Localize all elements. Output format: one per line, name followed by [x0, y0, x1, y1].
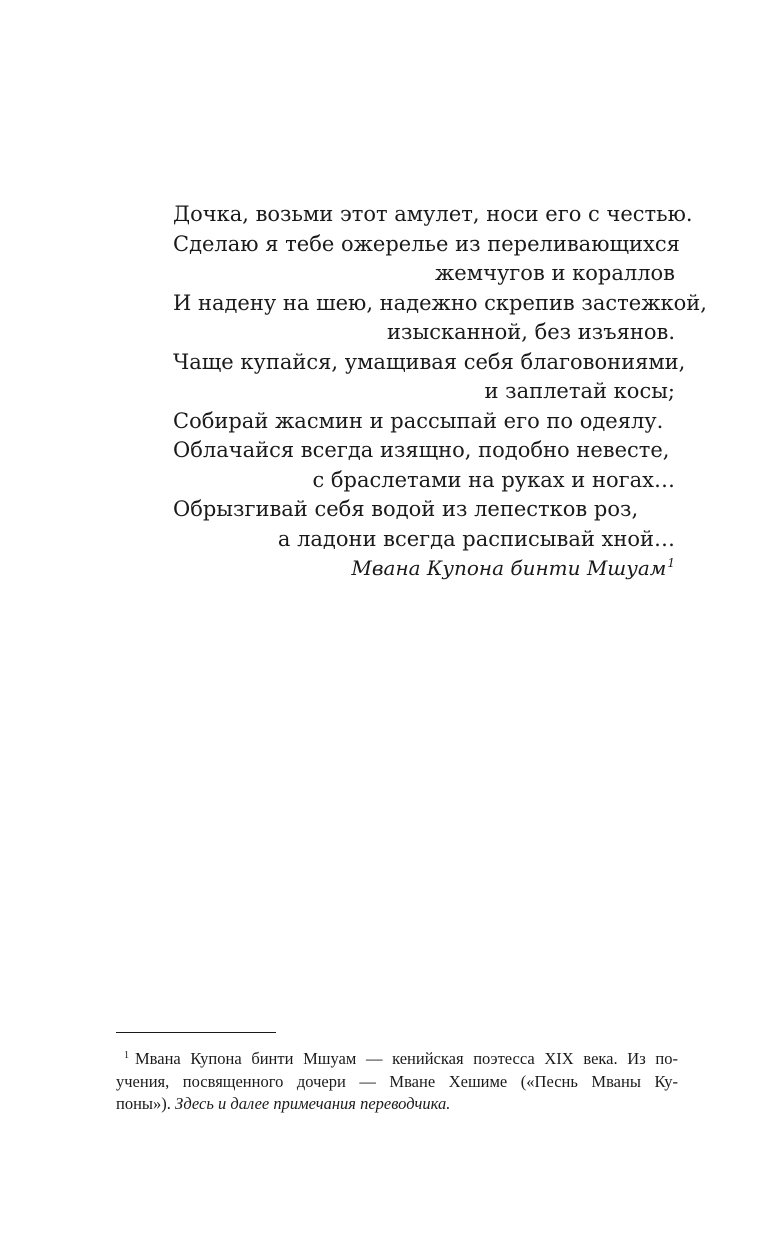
- poem-attribution: [173, 554, 675, 582]
- footnote-text: Мвана Купона бинти Мшуам — кенийская поэтесса XIX века. Из по-: [135, 1049, 678, 1068]
- poem: [173, 200, 707, 554]
- poem-line-continuation: и заплетай косы;: [484, 379, 675, 403]
- poem-line: Дочка, возьми этот амулет, носи его с честью.: [173, 202, 693, 226]
- footnote-line: [116, 1093, 678, 1116]
- footnote-text: учения, посвященного дочери — Мване Хешиме («Песнь Мваны Ку-: [116, 1071, 678, 1091]
- poem-line-continuation: с браслетами на руках и ногах…: [312, 467, 675, 492]
- attribution-author: Мвана Купона бинти Мшуам: [351, 556, 667, 580]
- footnote-divider: [116, 1032, 276, 1033]
- footnote-line: [116, 1048, 678, 1071]
- footnote-reference[interactable]: 1: [667, 556, 675, 570]
- footnote-text: поны»).: [116, 1094, 175, 1113]
- poem-line: Собирай жасмин и рассыпай его по одеялу.: [173, 408, 664, 433]
- translator-note: Здесь и далее примечания переводчика.: [175, 1094, 451, 1113]
- footnote-line: [116, 1071, 678, 1094]
- poem-line: Обрызгивай себя водой из лепестков роз,: [173, 497, 639, 521]
- poem-line-continuation: жемчугов и кораллов: [434, 261, 675, 285]
- poem-line: И надену на шею, надежно скрепив застежкой,: [173, 290, 707, 315]
- poem-line-continuation: изысканной, без изъянов.: [387, 320, 675, 344]
- footnote-mark: 1: [124, 1050, 129, 1061]
- footnote: [116, 1048, 678, 1116]
- poem-line: Сделаю я тебе ожерелье из переливающихся: [173, 231, 680, 256]
- poem-line-continuation: а ладони всегда расписывай хной…: [277, 526, 675, 551]
- poem-line: Облачайся всегда изящно, подобно невесте,: [173, 438, 670, 462]
- poem-line: Чаще купайся, умащивая себя благовониями,: [173, 349, 686, 374]
